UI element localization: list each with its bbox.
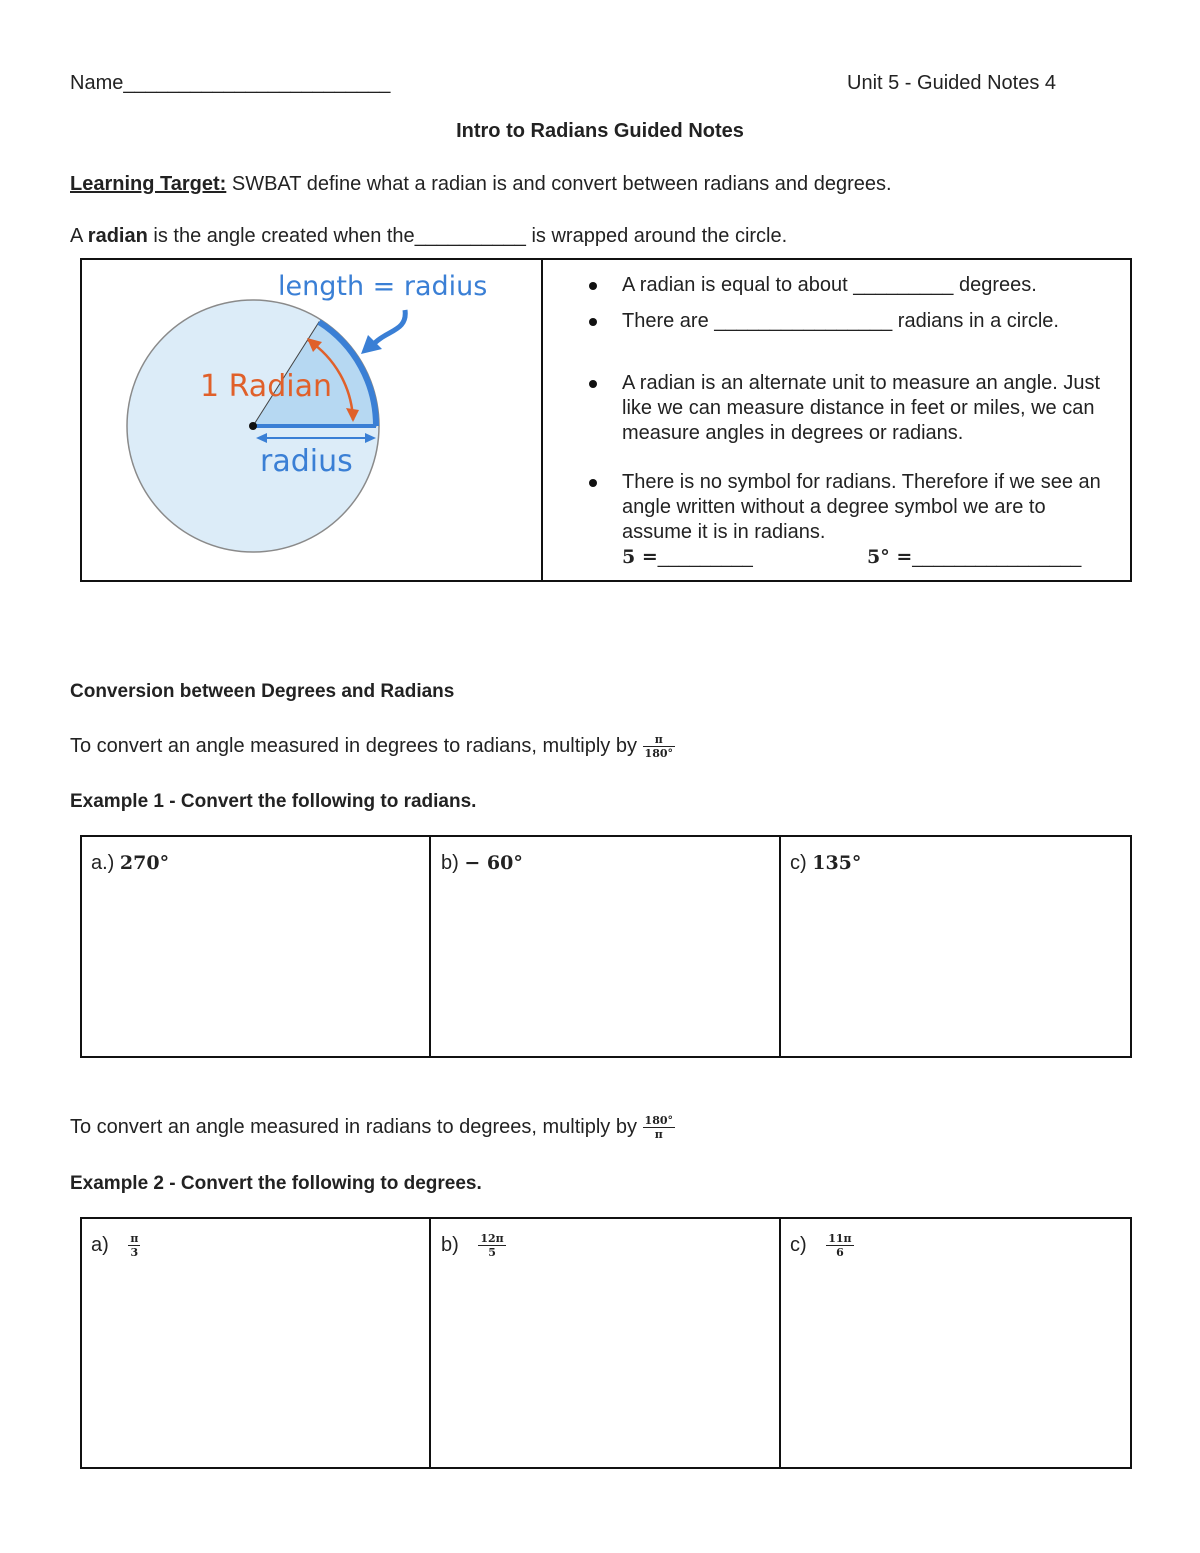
definition-pre: A — [70, 225, 88, 247]
blank-5[interactable]: _________ — [657, 547, 753, 568]
length-equals-radius-label: length = radius — [278, 271, 488, 302]
note-no-symbol: There is no symbol for radians. Therefore if we see an angle written without a degree symbol we are to assume it is in radians. — [622, 471, 1101, 543]
example1-table — [80, 835, 1132, 1058]
table-divider — [541, 258, 543, 582]
note-radians-in-circle: There are ________________ radians in a circle. — [622, 310, 1059, 332]
bullet-icon — [589, 318, 597, 326]
example1-divider-2 — [779, 835, 781, 1058]
radian-definition — [70, 225, 787, 248]
example2-divider-1 — [429, 1217, 431, 1469]
radius-label: radius — [260, 444, 353, 479]
note-degrees-per-radian: A radian is equal to about _________ degrees. — [622, 274, 1037, 296]
example2-b[interactable]: b) $\frac{12\pi}{5}$ — [441, 1232, 504, 1259]
learning-target-label: Learning Target: — [70, 173, 227, 195]
example1-a[interactable]: a.) 270° — [91, 852, 170, 874]
bullet-icon — [589, 282, 597, 290]
definition-post: is wrapped around the circle. — [525, 225, 788, 247]
pi-over-180-fraction: $\frac{\pi}{180^\circ}$ — [644, 733, 674, 760]
example1-b[interactable]: b) − 60° — [441, 852, 523, 874]
radian-diagram — [110, 262, 530, 562]
conversion-heading: Conversion between Degrees and Radians — [70, 681, 455, 702]
bullet-icon — [589, 479, 597, 487]
blank-5-degrees[interactable]: ________________ — [912, 547, 1082, 568]
fraction-pi-3: $\frac{\pi}{3}$ — [130, 1232, 139, 1259]
fraction-12pi-5: $\frac{12\pi}{5}$ — [480, 1232, 504, 1259]
unit-label: Unit 5 - Guided Notes 4 — [847, 72, 1056, 94]
example2-heading: Example 2 - Convert the following to degrees. — [70, 1173, 482, 1194]
learning-target — [70, 173, 892, 196]
example2-table — [80, 1217, 1132, 1469]
name-label: Name — [70, 72, 124, 94]
180-over-pi-fraction: $\frac{180^\circ}{\pi}$ — [644, 1114, 674, 1141]
note-alternate-unit: A radian is an alternate unit to measure an angle. Just like we can measure distance in feet or miles, we can measure angles in degrees or radians. — [622, 372, 1101, 444]
example1-heading: Example 1 - Convert the following to radians. — [70, 791, 477, 812]
learning-target-text: SWBAT define what a radian is and convert between radians and degrees. — [226, 173, 892, 195]
definition-blank[interactable]: __________ — [414, 225, 526, 247]
rad-to-deg-instruction: To convert an angle measured in radians to degrees, multiply by $\frac{180^\circ}{\pi}$ — [70, 1114, 674, 1141]
page-title: Intro to Radians Guided Notes — [456, 120, 744, 142]
pointer-arrow — [372, 310, 405, 346]
example1-divider-1 — [429, 835, 431, 1058]
center-point — [249, 422, 257, 430]
name-blank[interactable]: ________________________ — [123, 72, 391, 94]
definition-term: radian — [87, 225, 148, 247]
blank-degrees[interactable]: _________ — [853, 274, 954, 296]
example1-c[interactable]: c) 135° — [790, 852, 862, 874]
deg-to-rad-instruction: To convert an angle measured in degrees to radians, multiply by $\frac{\pi}{180^\circ}$ — [70, 733, 674, 760]
equation-5-radians: 5 =_________ — [622, 546, 753, 568]
blank-radians-in-circle[interactable]: ________________ — [714, 310, 893, 332]
example2-c[interactable]: c) $\frac{11\pi}{6}$ — [790, 1232, 852, 1259]
fraction-11pi-6: $\frac{11\pi}{6}$ — [828, 1232, 852, 1259]
name-field[interactable] — [70, 72, 390, 95]
example2-divider-2 — [779, 1217, 781, 1469]
definition-mid: is the angle created when the — [147, 225, 415, 247]
example2-a[interactable]: a) $\frac{\pi}{3}$ — [91, 1232, 139, 1259]
bullet-icon — [589, 380, 597, 388]
one-radian-label: 1 Radian — [200, 369, 332, 404]
equation-5-degrees: 5° =________________ — [867, 546, 1082, 568]
